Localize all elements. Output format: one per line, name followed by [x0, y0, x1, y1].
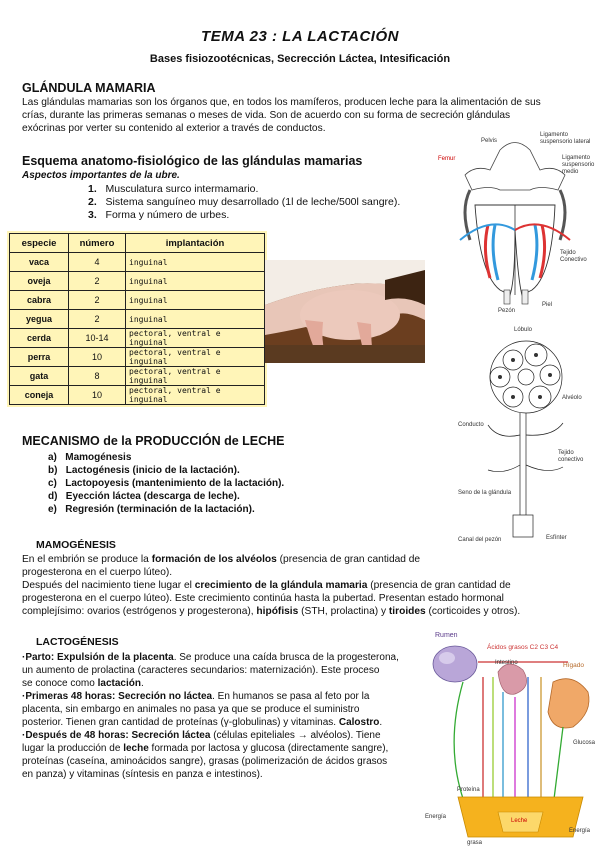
cell-especie: yegua [10, 310, 69, 329]
text-bold: ·Parto: Expulsión de la placenta [22, 652, 174, 663]
mecanismo-item [48, 464, 284, 477]
cell-numero: 2 [69, 310, 126, 329]
cell-especie: gata [10, 367, 69, 386]
mamogenesis-line [22, 579, 582, 592]
item-letter: e) [48, 504, 57, 515]
mecanismo-item [48, 490, 284, 503]
page-subtitle: Bases fisiozootécnicas, Secrección Láctea, Intesificación [149, 53, 451, 65]
section-heading-mamogenesis: MAMOGÉNESIS [36, 539, 116, 551]
text-span: formada por lactosa y glucosa (directamente sangre), [148, 743, 389, 754]
text-span: . [379, 717, 383, 728]
lactogenesis-paragraph [22, 651, 417, 781]
aspect-item [88, 196, 400, 209]
udder-anatomy-diagram [430, 130, 600, 320]
text-span: complejísimo: [22, 606, 88, 617]
text-span: En el embrión se produce la [22, 554, 152, 565]
text-span: (presencia de gran cantidad de [367, 580, 511, 591]
table-row [10, 310, 265, 329]
aspect-text: Musculatura surco intermamario. [105, 183, 259, 195]
col-header-especie: especie [10, 234, 69, 253]
lacto-line: en panza) y vitaminas (síntesis en panza e intestinos). [22, 769, 263, 780]
mamogenesis-line [22, 553, 582, 566]
page-title: TEMA 23 : LA LACTACIÓN [201, 28, 399, 45]
cell-implantacion: pectoral, ventral e inguinal [126, 367, 265, 386]
cell-implantacion: pectoral, ventral e inguinal [126, 386, 265, 405]
label-higado: Hígado [563, 662, 584, 669]
lacto-line: un aumento de prolactina (caracteres secundarios: maternización). Este proceso [22, 665, 380, 676]
cell-numero: 8 [69, 367, 126, 386]
lacto-line: proteínas (caseína, aminoácidos sangre), grasas (polimerización de ácidos grasos [22, 756, 388, 767]
table-row [10, 386, 265, 405]
label-tejido-conectivo: Tejido Conectivo [560, 250, 587, 263]
label-intestino: Intestino [495, 660, 518, 666]
text-bold: ·Después de 48 horas: Secreción láctea [22, 730, 211, 741]
item-letter: a) [48, 452, 57, 463]
cell-implantacion: pectoral, ventral e inguinal [126, 329, 265, 348]
label-femur: Femur [438, 156, 456, 162]
cell-especie: coneja [10, 386, 69, 405]
cell-especie: vaca [10, 253, 69, 272]
text-span: posterior. Tienen gran cantidad de proteínas (γ-globulinas) y vitaminas. [22, 717, 339, 728]
aspect-item [88, 209, 400, 222]
mecanismo-list [48, 451, 284, 516]
glandula-line-2: crías, durante las primeras semanas o meses de vida. Son de acuerdo con su forma de secreción glándulas [22, 110, 511, 121]
text-bold: lactación [97, 678, 141, 689]
label-ligamento-medio: Ligamento suspensorio medio [562, 155, 595, 175]
lacto-line: placenta, sin embargo en animales no pasa ya que se produce el suministro [22, 704, 360, 715]
text-span: lugar la producción de [22, 743, 124, 754]
aspect-num: 1. [88, 183, 97, 195]
label-pezon: Pezón [498, 308, 516, 314]
cell-implantacion: inguinal [126, 253, 265, 272]
cell-numero: 10-14 [69, 329, 126, 348]
cell-implantacion: inguinal [126, 310, 265, 329]
mamogenesis-line: progesterona en el cuerpo lúteo). [22, 567, 173, 578]
text-bold: crecimiento de la glándula mamaria [194, 580, 368, 591]
text-bold: ·Primeras 48 horas: Secreción no láctea [22, 691, 213, 702]
table-row [10, 367, 265, 386]
aspect-num: 2. [88, 196, 97, 208]
label-proteina: Proteína [457, 787, 480, 793]
mamogenesis-paragraph [22, 553, 582, 618]
species-table-container [7, 231, 267, 407]
section-heading-glandula: GLÁNDULA MAMARIA [22, 81, 156, 95]
item-text: Regresión (terminación de la lactación). [65, 504, 255, 515]
mecanismo-item [48, 477, 284, 490]
lacto-line [22, 690, 417, 703]
label-seno: Seno de la glándula [458, 490, 512, 496]
table-row [10, 272, 265, 291]
cell-especie: perra [10, 348, 69, 367]
label-alveolo: Alvéolo [562, 395, 582, 401]
item-letter: b) [48, 465, 58, 476]
text-span: (corticoides y otros). [425, 606, 521, 617]
item-text: Eyección láctea (descarga de leche). [65, 491, 240, 502]
text-bold: tiroides [388, 606, 426, 617]
item-text: Lactogénesis (inicio de la lactación). [65, 465, 240, 476]
lacto-line [22, 677, 417, 690]
cell-numero: 2 [69, 291, 126, 310]
label-lobulo: Lóbulo [514, 327, 533, 333]
label-canal: Canal del pezón [458, 537, 502, 543]
udder-photo [265, 260, 425, 363]
label-energia-2: Energía [569, 828, 591, 834]
text-bold: hipófisis [256, 606, 299, 617]
glandula-line-3: exócrinas por verter su contenido al exterior a través de conductos. [22, 123, 326, 134]
aspects-list [88, 183, 400, 222]
mecanismo-item [48, 503, 284, 516]
label-leche: Leche [511, 818, 528, 824]
label-conducto: Conducto [458, 422, 484, 428]
text-span: (STH, prolactina) y [298, 606, 389, 617]
label-ligamento-lateral: Ligamento suspensorio lateral [540, 132, 591, 145]
table-row [10, 348, 265, 367]
cell-implantacion: pectoral, ventral e inguinal [126, 348, 265, 367]
text-span: . En humanos se pasa al feto por la [212, 691, 370, 702]
text-span: ovarios (estrógenos y progesterona), [87, 606, 257, 617]
text-span: . [140, 678, 144, 689]
col-header-numero: número [69, 234, 126, 253]
milk-synthesis-diagram [423, 632, 600, 848]
label-esfinter: Esfínter [546, 535, 567, 541]
item-text: Lactopoyesis (mantenimiento de la lactación). [65, 478, 285, 489]
text-span: (células epiteliales → alvéolos). Tiene [210, 730, 381, 741]
aspect-item [88, 183, 400, 196]
text-bold: formación de los alvéolos [151, 554, 277, 565]
label-tejido: Tejido conectivo [558, 450, 584, 463]
cell-numero: 4 [69, 253, 126, 272]
label-grasa: grasa [467, 840, 483, 846]
table-header-row [10, 234, 265, 253]
glandula-line-1: Las glándulas mamarias son los órganos que, en todos los mamíferos, producen leche para la alimentación de sus [22, 97, 541, 108]
cell-especie: cabra [10, 291, 69, 310]
alveoli-diagram [458, 325, 593, 550]
label-rumen: Rumen [435, 632, 458, 639]
label-pelvis: Pelvis [481, 138, 498, 144]
text-span: Después del nacimiento tiene lugar el [22, 580, 195, 591]
text-bold: Calostro [338, 717, 380, 728]
item-letter: c) [48, 478, 57, 489]
cell-implantacion: inguinal [126, 291, 265, 310]
aspect-text: Forma y número de urbes. [105, 209, 230, 221]
label-piel: Piel [542, 302, 553, 308]
cell-especie: cerda [10, 329, 69, 348]
text-span: . Se produce una caída brusca de la progesterona, [173, 652, 399, 663]
text-span: (presencia de gran cantidad de [276, 554, 421, 565]
label-acidos-grasos: Ácidos grasos C2 C3 C4 [487, 644, 559, 651]
species-table [9, 233, 265, 405]
mamogenesis-line: progesterona en el cuerpo lúteo). Este crecimiento continúa hasta la pubertad. Presentan estado hormonal [22, 593, 504, 604]
cell-implantacion: inguinal [126, 272, 265, 291]
table-row [10, 253, 265, 272]
cell-numero: 2 [69, 272, 126, 291]
cell-numero: 10 [69, 386, 126, 405]
col-header-implantacion: implantación [126, 234, 265, 253]
text-bold: leche [123, 743, 149, 754]
section-heading-mecanismo: MECANISMO de la PRODUCCIÓN de LECHE [22, 434, 285, 448]
aspect-text: Sistema sanguíneo muy desarrollado (1l de leche/500l sangre). [105, 196, 401, 208]
table-row [10, 291, 265, 310]
item-text: Mamogénesis [65, 452, 132, 463]
text-span: se conoce como [22, 678, 98, 689]
lacto-line [22, 742, 417, 755]
section-heading-esquema: Esquema anatomo-fisiológico de las glándulas mamarias [22, 154, 363, 168]
lacto-line [22, 716, 417, 729]
aspects-label: Aspectos importantes de la ubre. [22, 170, 180, 181]
label-energia: Energía [425, 814, 447, 820]
item-letter: d) [48, 491, 58, 502]
cell-especie: oveja [10, 272, 69, 291]
mecanismo-item [48, 451, 284, 464]
cell-numero: 10 [69, 348, 126, 367]
label-glucosa: Glucosa [573, 740, 596, 746]
table-row [10, 329, 265, 348]
section-heading-lactogenesis: LACTOGÉNESIS [36, 636, 119, 648]
lacto-line [22, 729, 417, 742]
lacto-line [22, 651, 417, 664]
aspect-num: 3. [88, 209, 97, 221]
mamogenesis-line [22, 605, 582, 618]
